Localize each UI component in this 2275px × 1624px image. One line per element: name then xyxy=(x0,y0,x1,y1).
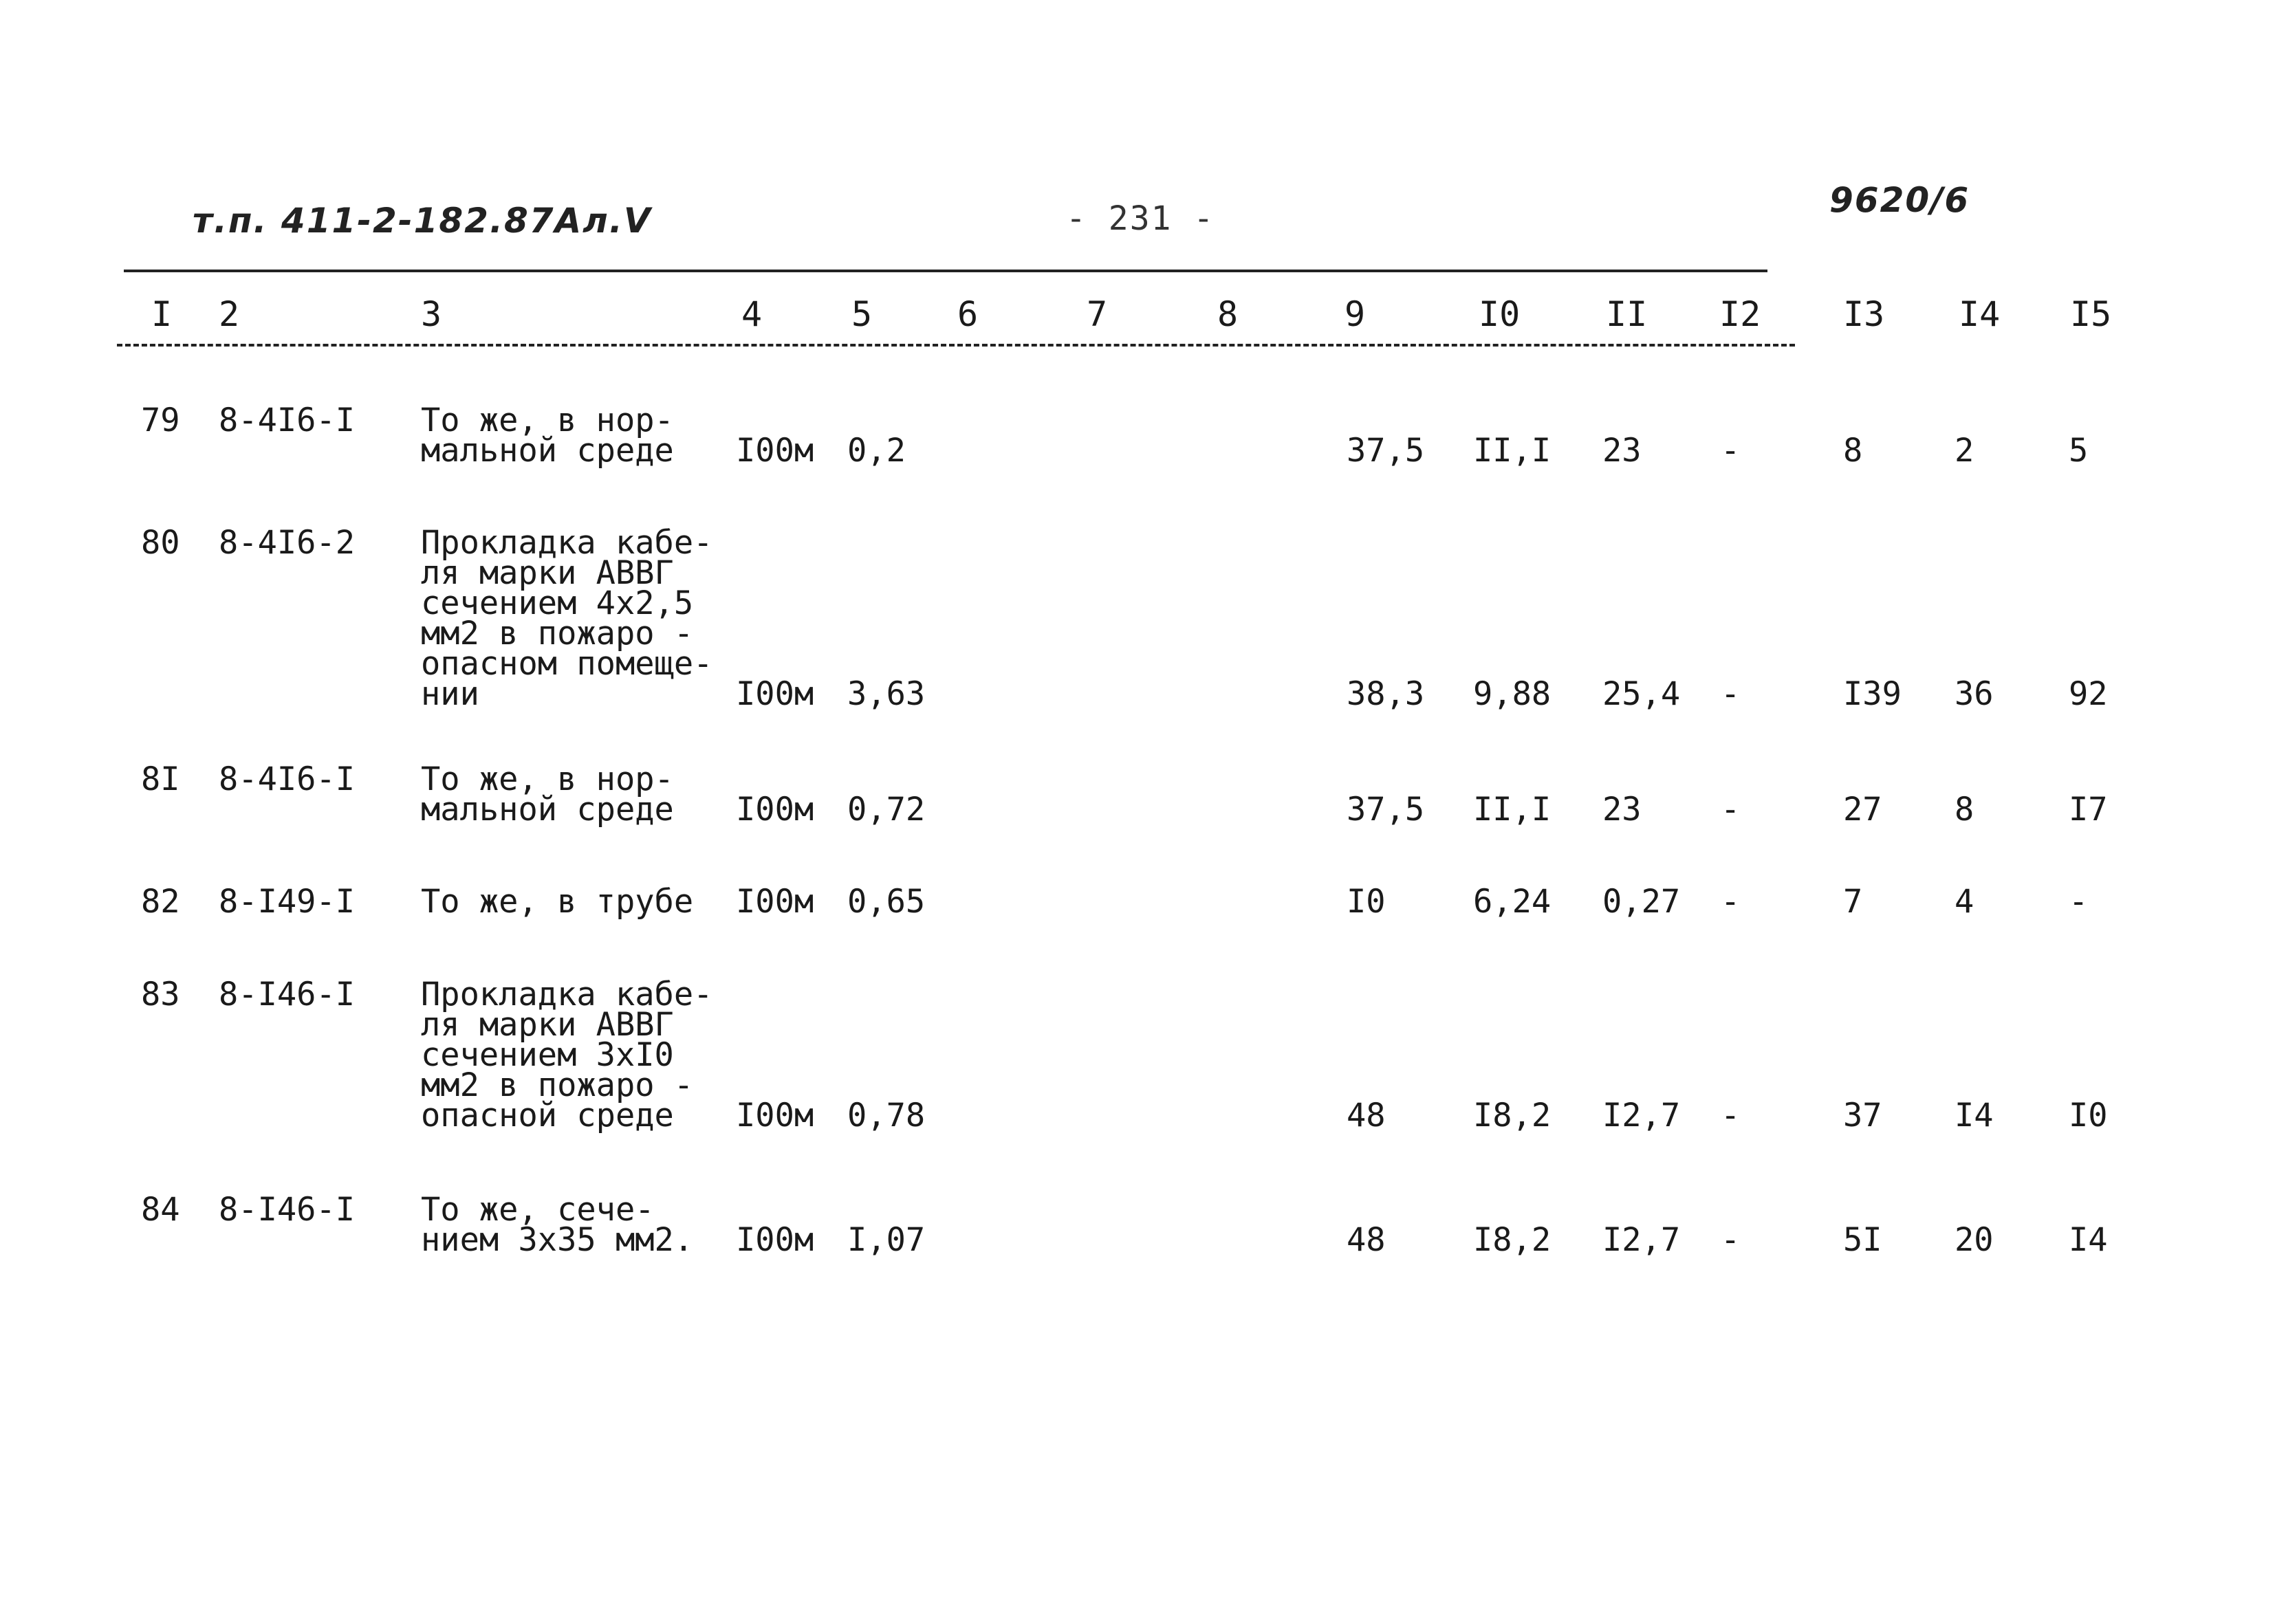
header-rule-bottom xyxy=(117,344,1795,347)
row-82-n: 82 xyxy=(141,883,180,921)
row-83-c15: I0 xyxy=(2069,1097,2108,1134)
row-80-c5: 3,63 xyxy=(847,675,926,713)
document-code: т.п. 411-2-182.87Ал.V xyxy=(193,201,652,241)
row-8I-c5: 0,72 xyxy=(847,791,926,829)
row-82-c13: 7 xyxy=(1843,883,1863,921)
row-79-code: 8-4I6-I xyxy=(219,402,356,439)
row-79-c4: I00м xyxy=(736,432,814,470)
row-79-c14: 2 xyxy=(1955,432,1974,470)
column-header-10: I0 xyxy=(1479,294,1521,334)
row-79-c9: 37,5 xyxy=(1347,432,1425,470)
row-79-c5: 0,2 xyxy=(847,432,906,470)
row-80-n: 80 xyxy=(141,524,180,562)
row-80-c13: I39 xyxy=(1843,675,1902,713)
page-number: - 231 - xyxy=(1066,199,1215,238)
row-79-c11: 23 xyxy=(1602,432,1642,470)
row-83-c14: I4 xyxy=(1955,1097,1994,1134)
row-8I-c14: 8 xyxy=(1955,791,1974,829)
row-79-n: 79 xyxy=(141,402,180,439)
row-8I-c4: I00м xyxy=(736,791,814,829)
row-83-desc: Прокладка кабе- ля марки АВВГ сечением 3хI0 мм2 в пожаро - опасной среде xyxy=(421,976,713,1134)
row-84-desc: То же, сече- нием 3х35 мм2. xyxy=(421,1191,694,1259)
row-84-code: 8-I46-I xyxy=(219,1191,356,1229)
row-79-c15: 5 xyxy=(2069,432,2089,470)
row-80-c11: 25,4 xyxy=(1602,675,1681,713)
row-80-c12: - xyxy=(1721,675,1741,713)
row-8I-c15: I7 xyxy=(2069,791,2108,829)
column-header-6: 6 xyxy=(957,294,979,334)
row-82-c9: I0 xyxy=(1347,883,1386,921)
column-header-12: I2 xyxy=(1719,294,1761,334)
row-80-desc: Прокладка кабе- ля марки АВВГ сечением 4х2,5 мм2 в пожаро - опасном помеще- нии xyxy=(421,524,713,713)
row-8I-c11: 23 xyxy=(1602,791,1642,829)
row-83-c9: 48 xyxy=(1347,1097,1386,1134)
row-84-c10: I8,2 xyxy=(1473,1221,1552,1259)
column-header-7: 7 xyxy=(1087,294,1108,334)
row-8I-c13: 27 xyxy=(1843,791,1882,829)
row-83-c5: 0,78 xyxy=(847,1097,926,1134)
row-84-c9: 48 xyxy=(1347,1221,1386,1259)
row-84-c14: 20 xyxy=(1955,1221,1994,1259)
row-80-c9: 38,3 xyxy=(1347,675,1425,713)
column-header-15: I5 xyxy=(2070,294,2112,334)
column-header-8: 8 xyxy=(1217,294,1239,334)
column-header-9: 9 xyxy=(1345,294,1366,334)
row-80-c4: I00м xyxy=(736,675,814,713)
column-header-3: 3 xyxy=(421,294,442,334)
row-8I-c12: - xyxy=(1721,791,1741,829)
row-82-c11: 0,27 xyxy=(1602,883,1681,921)
row-84-c13: 5I xyxy=(1843,1221,1882,1259)
row-84-c12: - xyxy=(1721,1221,1741,1259)
row-80-c10: 9,88 xyxy=(1473,675,1552,713)
row-83-code: 8-I46-I xyxy=(219,976,356,1013)
row-79-c13: 8 xyxy=(1843,432,1863,470)
row-82-c5: 0,65 xyxy=(847,883,926,921)
row-80-code: 8-4I6-2 xyxy=(219,524,356,562)
row-82-desc: То же, в трубе xyxy=(421,883,694,921)
column-header-13: I3 xyxy=(1843,294,1885,334)
row-83-c4: I00м xyxy=(736,1097,814,1134)
row-83-c13: 37 xyxy=(1843,1097,1882,1134)
row-8I-code: 8-4I6-I xyxy=(219,760,356,798)
row-84-c4: I00м xyxy=(736,1221,814,1259)
row-83-n: 83 xyxy=(141,976,180,1013)
row-80-c14: 36 xyxy=(1955,675,1994,713)
row-82-c15: - xyxy=(2069,883,2089,921)
row-83-c12: - xyxy=(1721,1097,1741,1134)
column-header-4: 4 xyxy=(741,294,763,334)
row-84-c15: I4 xyxy=(2069,1221,2108,1259)
header-rule-top xyxy=(124,270,1767,272)
row-79-desc: То же, в нор- мальной среде xyxy=(421,402,674,470)
row-84-c11: I2,7 xyxy=(1602,1221,1681,1259)
row-82-c12: - xyxy=(1721,883,1741,921)
column-header-2: 2 xyxy=(219,294,240,334)
row-82-c10: 6,24 xyxy=(1473,883,1552,921)
row-84-n: 84 xyxy=(141,1191,180,1229)
column-header-11: II xyxy=(1606,294,1648,334)
row-83-c10: I8,2 xyxy=(1473,1097,1552,1134)
row-82-c14: 4 xyxy=(1955,883,1974,921)
row-80-c15: 92 xyxy=(2069,675,2108,713)
row-83-c11: I2,7 xyxy=(1602,1097,1681,1134)
row-8I-desc: То же, в нор- мальной среде xyxy=(421,760,674,829)
column-header-1: I xyxy=(151,294,173,334)
row-82-code: 8-I49-I xyxy=(219,883,356,921)
row-82-c4: I00м xyxy=(736,883,814,921)
row-79-c12: - xyxy=(1721,432,1741,470)
archive-number: 9620/6 xyxy=(1829,180,1970,220)
row-79-c10: II,I xyxy=(1473,432,1552,470)
row-8I-c10: II,I xyxy=(1473,791,1552,829)
row-8I-c9: 37,5 xyxy=(1347,791,1425,829)
column-header-5: 5 xyxy=(851,294,873,334)
row-8I-n: 8I xyxy=(141,760,180,798)
row-84-c5: I,07 xyxy=(847,1221,926,1259)
column-header-14: I4 xyxy=(1959,294,2001,334)
